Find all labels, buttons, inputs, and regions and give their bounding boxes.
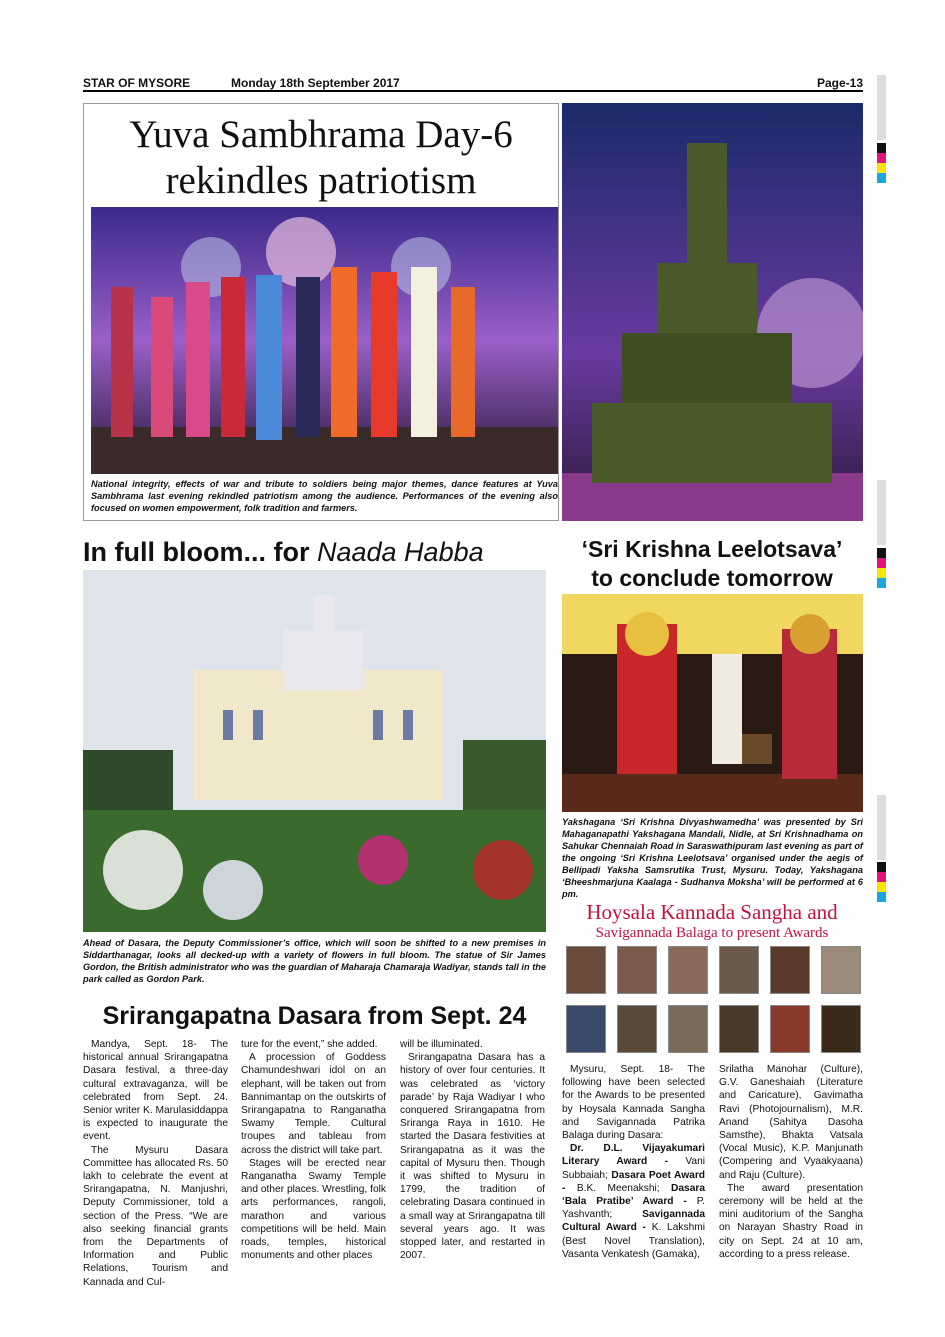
portrait (668, 1005, 708, 1053)
bloom-headline (83, 536, 553, 568)
hoysala-col2-p1: Srilatha Manohar (Culture), G.V. Ganeshaiah (Literature and Caricature), Gavimatha Ravi (Photojournalism), M.R. Anand (Sahitya Dasoha Samsthe), Bhakta Vatsala (Vocal Music), K.P. Manjunath (Compering and Vyaakyaana) and Raju (Culture). (719, 1064, 863, 1181)
portrait (770, 946, 810, 994)
krishna-headline-line1: ‘Sri Krishna Leelotsava’ (581, 536, 843, 562)
award-label: Savigannada Cultural Award - (562, 1209, 705, 1234)
portrait (566, 1005, 606, 1053)
yuva-dance-photo (91, 207, 558, 474)
srirangapatna-col3-p2: Srirangapatna Dasara has a history of over four centuries. It was celebrated as ‘victory parade’ by Raja Wadiyar I who conquered Srirangapatna from Sriranga Raya in 1610. He started the Dasara festivities at Srirangapatna as it was the capital of Mysuru then. Though it was shifted to Mysuru in 1799, the tradition of celebrating Dasara continued in a small way at Srirangapatna till several years ago. It was stopped later, and restarted in 2007. (400, 1052, 545, 1262)
award-label: Dasara Poet Award - (562, 1169, 706, 1194)
krishna-headline-line2: to conclude tomorrow (591, 565, 833, 591)
srirangapatna-col3 (400, 1038, 545, 1262)
bloom-headline-italic: Naada Habba (316, 537, 484, 567)
page-number: Page-13 (816, 76, 863, 90)
yuva-caption: National integrity, effects of war and tribute to soldiers being major themes, dance features at Yuva Sambhrama last evening rekindled patriotism among the audience. Performances of the evening also focused on women empowerment, folk tradition and farmers. (91, 479, 558, 513)
portrait (770, 1005, 810, 1053)
srirangapatna-col2 (241, 1038, 386, 1262)
award-winner: B.K. Meenakshi; (576, 1182, 671, 1194)
hoysala-col2 (719, 1063, 863, 1261)
award-winner: P. Yashvanth; (562, 1196, 705, 1221)
soldier-pyramid-photo (562, 103, 863, 521)
yuva-headline-line1: Yuva Sambhrama Day-6 (129, 113, 513, 156)
hoysala-headline (557, 900, 867, 942)
award-winner: K. Lakshmi (Best Novel Translation), Vasanta Venkatesh (Gamaka), (562, 1222, 705, 1260)
portrait (821, 1005, 861, 1053)
hoysala-col2-p2: The award presentation ceremony will be held at the mini auditorium of the Sangha on Narayan Shastry Road in city on Sept. 24 at 10 am, according to a press release. (719, 1182, 863, 1260)
srirangapatna-col2-p1: ture for the event,” she added. (241, 1039, 378, 1050)
srirangapatna-col1 (83, 1038, 228, 1289)
hoysala-headline-line2: Savigannada Balaga to present Awards (595, 925, 829, 941)
portrait (719, 1005, 759, 1053)
dc-office-photo (83, 570, 546, 932)
hoysala-col1 (562, 1063, 705, 1261)
srirangapatna-col1-p2: The Mysuru Dasara Committee has allocated Rs. 50 lakh to celebrate the event at Srirangapatna, N. Manjushri, Deputy Commissioner, told a section of the Press. “We are also seeking financial grants from the Departments of Information and Public Relations, Tourism and Kannada and Cul- (83, 1144, 228, 1288)
portrait (821, 946, 861, 994)
yuva-headline (83, 112, 559, 204)
srirangapatna-col1-p1: Mandya, Sept. 18- The historical annual Srirangapatna Dasara festival, a three-day cultural extravaganza, will be celebrated from Sept. 24. Senior writer K. Marulasiddappa is expected to inaugurate the event. (83, 1039, 228, 1143)
hoysala-intro: Mysuru, Sept. 18- The following have been selected for the Awards to be presented by Hoysala Kannada Sangha and Savigannada Patrika Balaga during Dasara: (562, 1064, 705, 1142)
portrait (668, 946, 708, 994)
bloom-headline-plain: In full bloom... for (83, 537, 317, 567)
krishna-caption: Yakshagana ‘Sri Krishna Divyashwamedha’ was presented by Sri Mahaganapathi Yakshagana Mandali, Nidle, at Sri Krishnadhama on Sahukar Chennaiah Road in Saraswathipuram last evening as part of the ongoing ‘Sri Krishna Leelotsava’ organised under the aegis of Bellipadi Yaksha Samsrutika Trust, Mysuru. Today, Yakshagana ‘Bheeshmarjuna Kaalaga - Sudhanva Moksha’ will be performed at 6 pm. (562, 817, 863, 899)
award-winner: Vani Subbaiah; (562, 1156, 705, 1181)
yuva-headline-line2: rekindles patriotism (165, 159, 477, 202)
yakshagana-photo (562, 594, 863, 812)
portrait (566, 946, 606, 994)
srirangapatna-col2-p2: A procession of Goddess Chamundeshwari idol on an elephant, will be taken out from Bannimantap on the outskirts of Srirangapatna to Ranganatha Swamy Temple. Cultural troupes and tableau from across the district will take part. (241, 1052, 386, 1156)
hoysala-headline-line1: Hoysala Kannada Sangha and (586, 900, 838, 924)
srirangapatna-col2-p3: Stages will be erected near Ranganatha Swamy Temple and other places. Wrestling, folk arts performances, rangoli, marathon and various competitions will be held. Main roads, temples, historical monuments and other places (241, 1157, 386, 1262)
portrait (617, 946, 657, 994)
bloom-caption: Ahead of Dasara, the Deputy Commissioner’s office, which will soon be shifted to a new premises in Siddarthanagar, looks all decked-up with a variety of flowers in full bloom. The statue of Sir James Gordon, the British administrator who was the guardian of Maharaja Chamaraja Wadiyar, stands tall in the park called as Gordon Park. (83, 938, 546, 984)
award-label: Dasara ‘Bala Pratibe’ Award - (562, 1182, 705, 1208)
masthead (83, 74, 863, 92)
issue-date: Monday 18th September 2017 (231, 76, 400, 90)
srirangapatna-headline: Srirangapatna Dasara from Sept. 24 (102, 1002, 527, 1030)
krishna-headline (557, 535, 867, 593)
paper-name: STAR OF MYSORE (83, 76, 191, 90)
srirangapatna-col3-p1: will be illuminated. (400, 1039, 483, 1050)
portrait (719, 946, 759, 994)
portrait (617, 1005, 657, 1053)
award-label: Dr. D.L. Vijayakumari Literary Award - (562, 1143, 705, 1168)
